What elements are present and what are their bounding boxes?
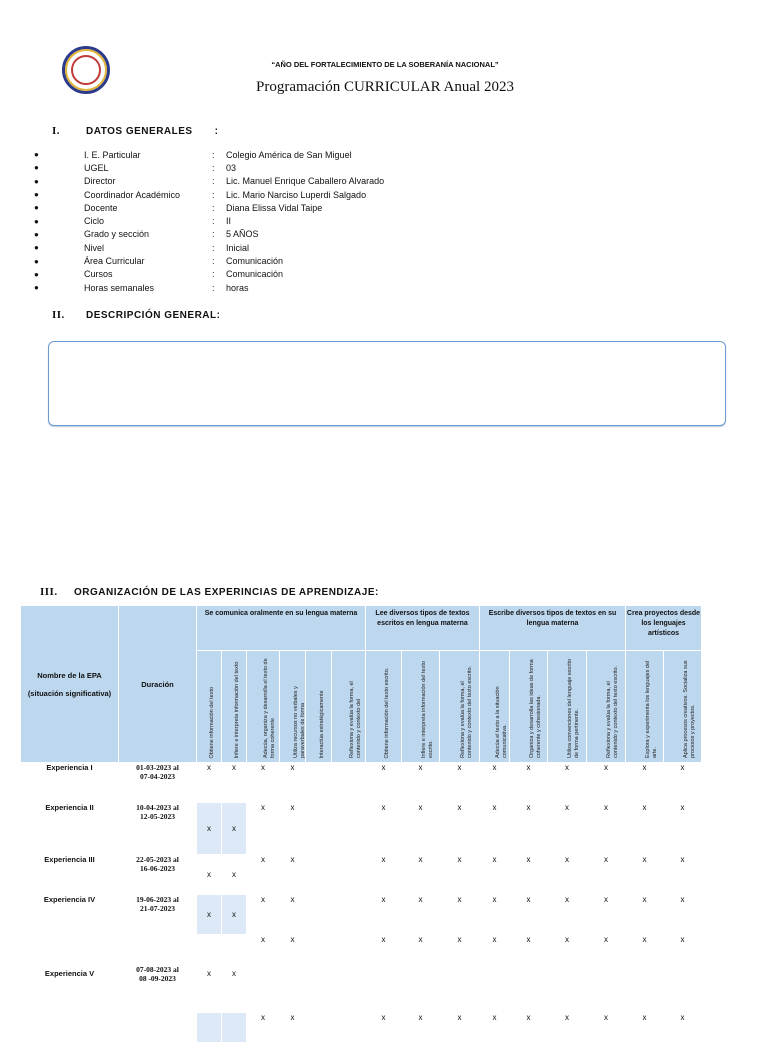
general-data-row [34,241,384,254]
experience-duration: 01-03-2023 al 07-04-2023 [119,763,197,803]
mark-cell: x [626,803,664,855]
mark-cell: x [222,895,247,935]
mark-cell: x [222,855,247,895]
capacity-label: Reflexiona y evalúa la forma, el contenido y contexto del [348,681,361,758]
header-duration: Duración [119,606,197,763]
section-3-heading [40,586,379,598]
capacity-header [280,651,306,763]
mark-cell: x [280,803,306,855]
capacity-label: Utiliza recursos no verbales y paraverbales de forma [292,686,305,758]
experience-duration: 22-05-2023 al 16-06-2023 [119,855,197,895]
mark-cell [332,763,366,803]
mark-cell: x [510,763,548,803]
field-separator: : [212,269,215,280]
table-row [21,763,702,803]
mark-cell: x [664,855,702,895]
mark-cell: x [480,803,510,855]
table-row [21,803,702,855]
mark-cell: x [197,855,222,895]
bullet-icon: ● [34,190,39,200]
bullet-icon: ● [34,256,39,266]
field-label: Horas semanales [84,282,155,293]
capacity-label: Infiere e interpreta información del texto [234,661,240,758]
section-3-title: ORGANIZACIÓN DE LAS EXPERINCIAS DE APRENDIZAJE: [74,587,379,598]
experience-duration: 19-06-2023 al 21-07-2023 [119,895,197,935]
field-separator: : [212,202,215,213]
field-value: 03 [226,162,237,173]
capacity-header [332,651,366,763]
mark-cell: x [548,803,587,855]
mark-cell [332,895,366,935]
mark-cell: x [626,895,664,935]
section-2-heading [52,309,220,321]
field-label: Docente [84,202,118,213]
field-value: Comunicación [226,269,284,280]
field-separator: : [212,216,215,227]
bullet-icon: ● [34,216,39,226]
mark-cell: x [280,763,306,803]
mark-cell: x [510,803,548,855]
experience-name: Experiencia III [21,855,119,895]
mark-cell: x [510,1013,548,1043]
mark-cell: x [402,1013,440,1043]
section-1-colon: : [214,126,219,137]
mark-cell: x [402,763,440,803]
mark-cell [306,763,332,803]
general-data-row [34,175,384,188]
mark-cell: x [664,895,702,935]
mark-cell: x [440,935,480,1013]
experience-duration: 10-04-2023 al 12-05-2023 [119,803,197,855]
description-box[interactable] [48,341,726,426]
mark-cell: x [440,895,480,935]
mark-cell: x [587,935,626,1013]
field-label: Grado y sección [84,229,150,240]
general-data-list [34,148,384,294]
mark-cell: x [480,1013,510,1043]
table-row [21,855,702,895]
experience-name: Experiencia I [21,763,119,803]
section-3-number: III. [40,586,58,598]
mark-cell [332,1013,366,1043]
capacity-header [440,651,480,763]
mark-cell: x [664,1013,702,1043]
general-data-row [34,201,384,214]
capacity-header [306,651,332,763]
mark-cell [306,935,332,1013]
field-label: Cursos [84,269,113,280]
mark-cell: x [247,895,280,935]
mark-cell: x [626,855,664,895]
field-value: 5 AÑOS [226,229,259,240]
capacity-header [664,651,702,763]
mark-cell: x [402,803,440,855]
mark-cell: x [247,1013,280,1043]
field-separator: : [212,189,215,200]
mark-cell: x [548,895,587,935]
capacity-header [510,651,548,763]
mark-cell: x [664,935,702,1013]
logo-emblem [71,55,101,85]
mark-cell: x [280,895,306,935]
bullet-icon: ● [34,176,39,186]
field-separator: : [212,149,215,160]
mark-cell: x [247,803,280,855]
mark-cell: x [280,935,306,1013]
mark-cell: x [222,935,247,1013]
mark-cell: x [280,855,306,895]
mark-cell: x [197,895,222,935]
mark-cell: x [280,1013,306,1043]
field-label: Nivel [84,242,105,253]
mark-cell: x [510,895,548,935]
section-2-title: DESCRIPCIÓN GENERAL: [86,310,221,321]
mark-cell: x [548,935,587,1013]
school-logo [62,46,110,94]
field-separator: : [212,176,215,187]
mark-cell: x [626,1013,664,1043]
capacity-label: Adecúa, organiza y desarrolla el texto de forma coherente [263,658,276,758]
field-label: UGEL [84,162,109,173]
capacity-label: Reflexiona y evalúa la forma, el contenido y contexto del texto escrito. [459,665,472,758]
competency-header: Se comunica oralmente en su lengua materna [197,606,366,651]
experiences-table [20,605,702,1043]
capacity-header [626,651,664,763]
mark-cell [306,803,332,855]
table-row [21,895,702,935]
field-value: Inicial [226,242,250,253]
general-data-row [34,268,384,281]
capacity-header [402,651,440,763]
field-value: horas [226,282,249,293]
mark-cell: x [366,935,402,1013]
bullet-icon: ● [34,269,39,279]
field-separator: : [212,229,215,240]
mark-cell: x [366,855,402,895]
mark-cell: x [510,935,548,1013]
capacity-header [197,651,222,763]
mark-cell [332,803,366,855]
field-label: Área Curricular [84,256,145,267]
general-data-row [34,228,384,241]
field-separator: : [212,242,215,253]
capacity-header [247,651,280,763]
mark-cell [332,935,366,1013]
experience-name [21,1013,119,1043]
mark-cell: x [480,763,510,803]
capacity-label: Organiza y desarrolla las ideas de forma coherente y cohesionada. [528,659,541,758]
mark-cell: x [366,803,402,855]
mark-cell: x [587,895,626,935]
experience-name: Experiencia V [21,935,119,1013]
mark-cell: x [197,803,222,855]
capacity-label: Obtiene información del texto [209,686,215,758]
field-separator: : [212,282,215,293]
capacity-label: Interactúa estratégicamente [318,689,325,758]
mark-cell [306,855,332,895]
mark-cell: x [197,763,222,803]
bullet-icon: ● [34,163,39,173]
mark-cell: x [402,895,440,935]
experience-name: Experiencia IV [21,895,119,935]
field-value: Diana Elissa Vidal Taipe [226,202,323,213]
general-data-row [34,161,384,174]
field-value: II [226,216,232,227]
mark-cell: x [548,763,587,803]
mark-cell: x [480,935,510,1013]
capacity-header [366,651,402,763]
mark-cell: x [366,895,402,935]
competency-header: Escribe diversos tipos de textos en su lengua materna [480,606,626,651]
capacity-header [587,651,626,763]
experience-duration: 07-08-2023 al 08 -09-2023 [119,935,197,1013]
general-data-row [34,188,384,201]
mark-cell [332,855,366,895]
bullet-icon: ● [34,283,39,293]
capacity-header [222,651,247,763]
mark-cell [306,895,332,935]
section-1-title: DATOS GENERALES [86,126,193,137]
mark-cell: x [247,763,280,803]
mark-cell: x [222,803,247,855]
bullet-icon: ● [34,150,39,160]
bullet-icon: ● [34,229,39,239]
mark-cell: x [587,763,626,803]
mark-cell: x [440,1013,480,1043]
general-data-row [34,281,384,294]
field-value: Colegio América de San Miguel [226,149,352,160]
field-value: Comunicación [226,256,284,267]
bullet-icon: ● [34,203,39,213]
mark-cell: x [440,763,480,803]
capacity-label: Aplica procesos creativos. Socializa sus procesos y proyectos. [682,660,695,758]
mark-cell: x [440,803,480,855]
header-epa-name: Nombre de la EPA (situación significativa) [21,606,119,763]
capacity-label: Adecúa el texto a la situación comunicativa. [494,686,507,758]
mark-cell: x [548,855,587,895]
table-row [21,935,702,1013]
bullet-icon: ● [34,243,39,253]
mark-cell: x [222,763,247,803]
competency-header: Crea proyectos desde los lenguajes artísticos [626,606,702,651]
mark-cell: x [664,763,702,803]
experience-name: Experiencia II [21,803,119,855]
mark-cell: x [402,935,440,1013]
mark-cell: x [366,763,402,803]
capacity-label: Infiere e interpreta información del texto escrito. [420,661,433,758]
mark-cell: x [402,855,440,895]
general-data-row [34,254,384,267]
table-row [21,1013,702,1043]
capacity-label: Reflexiona y evalúa la forma, el contenido y contexto del texto escrito. [606,665,619,758]
section-1-heading [52,125,218,137]
mark-cell [306,1013,332,1043]
experience-duration [119,1013,197,1043]
section-2-number: II. [52,309,65,321]
mark-cell [197,1013,222,1043]
field-label: I. E. Particular [84,149,141,160]
capacity-label: Utiliza convenciones del lenguaje escrito de forma pertinente. [567,658,580,758]
mark-cell: x [510,855,548,895]
field-label: Coordinador Académico [84,189,181,200]
mark-cell: x [480,895,510,935]
mark-cell: x [626,763,664,803]
competency-header: Lee diversos tipos de textos escritos en lengua materna [366,606,480,651]
capacity-header [480,651,510,763]
mark-cell: x [587,803,626,855]
section-1-number: I. [52,125,61,137]
field-label: Director [84,176,116,187]
general-data-row [34,214,384,227]
capacity-label: Explora y experimenta los lenguajes del arte. [644,660,657,758]
mark-cell: x [626,935,664,1013]
mark-cell: x [247,935,280,1013]
mark-cell: x [587,1013,626,1043]
mark-cell: x [548,1013,587,1043]
mark-cell: x [480,855,510,895]
mark-cell: x [247,855,280,895]
field-label: Ciclo [84,216,105,227]
capacity-header [548,651,587,763]
field-separator: : [212,162,215,173]
document-title: Programación CURRICULAR Anual 2023 [256,79,514,95]
mark-cell [222,1013,247,1043]
general-data-row [34,148,384,161]
year-motto: “AÑO DEL FORTALECIMIENTO DE LA SOBERANÍA NACIONAL” [271,60,499,69]
mark-cell: x [587,855,626,895]
mark-cell: x [366,1013,402,1043]
mark-cell: x [197,935,222,1013]
capacity-label: Obtiene información del texto escrito. [383,667,390,758]
mark-cell: x [664,803,702,855]
field-value: Lic. Mario Narciso Luperdi Salgado [226,189,367,200]
field-separator: : [212,256,215,267]
mark-cell: x [440,855,480,895]
field-value: Lic. Manuel Enrique Caballero Alvarado [226,176,385,187]
